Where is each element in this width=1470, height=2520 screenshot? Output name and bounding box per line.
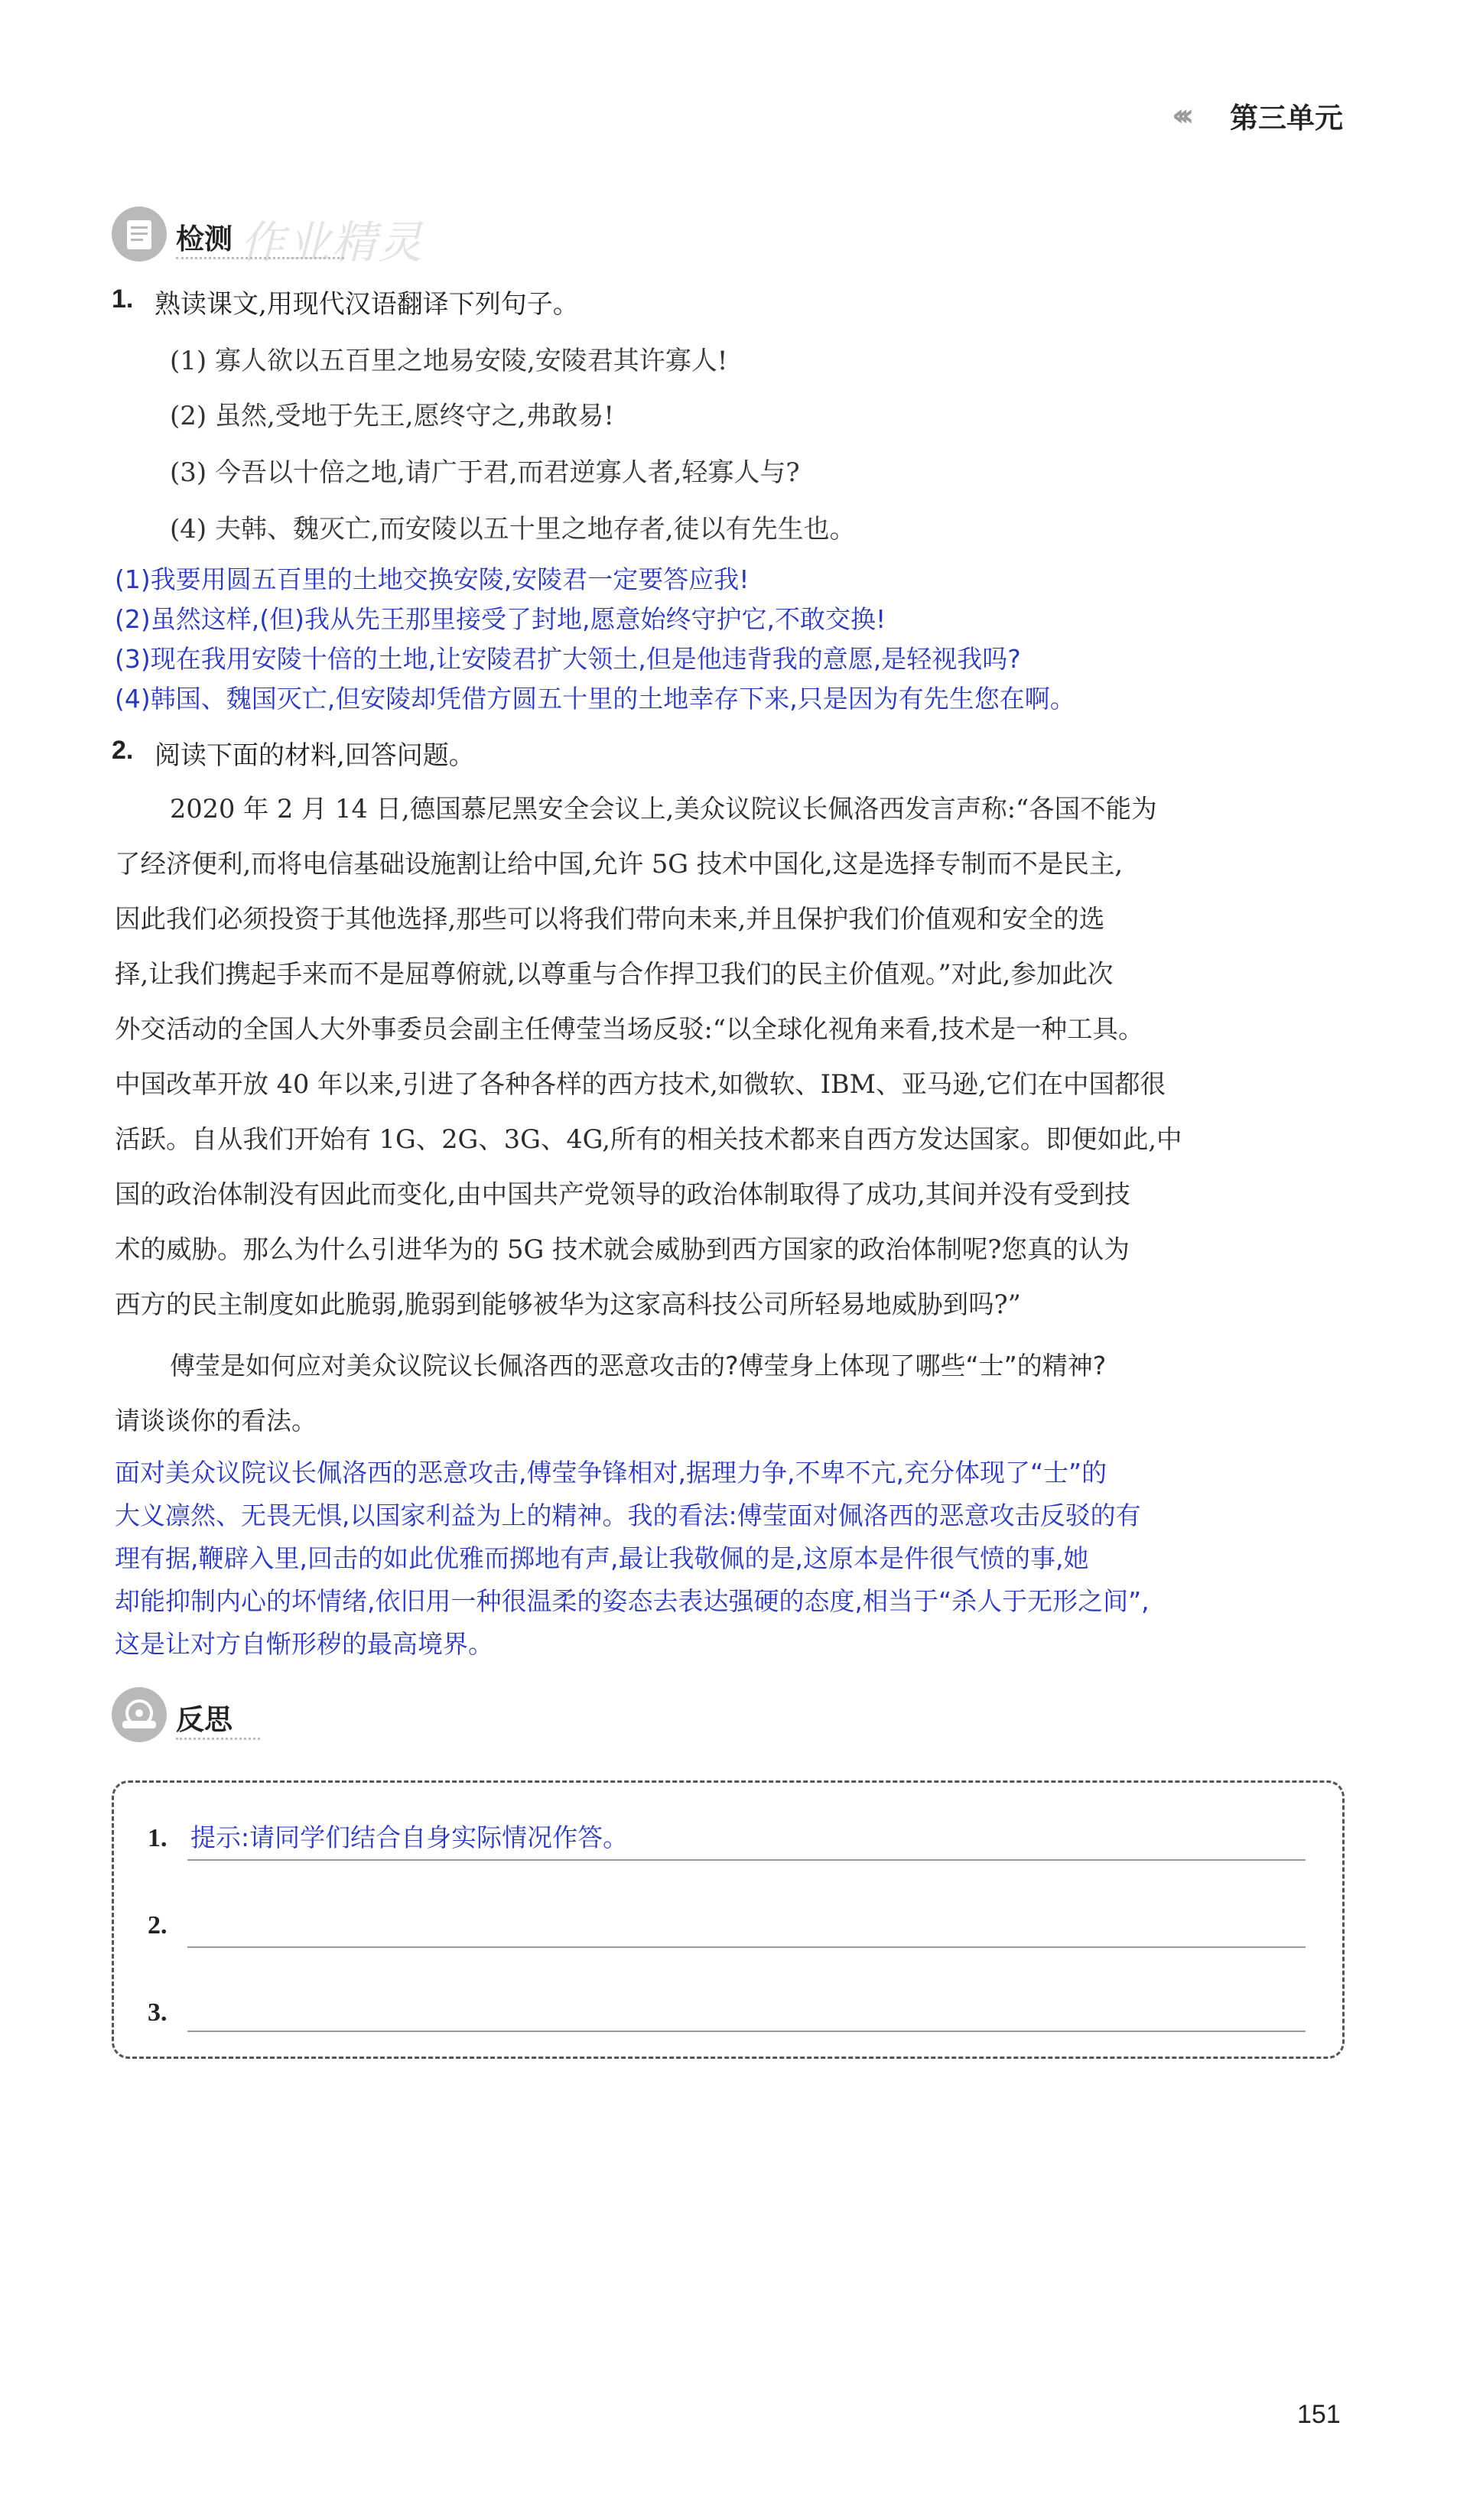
question-2-ask-line-1: 傅莹是如何应对美众议院议长佩洛西的恶意攻击的?傅莹身上体现了哪些“士”的精神? (170, 1351, 1107, 1380)
reflection-box (112, 1780, 1345, 2059)
reflection-row-2-number: 2. (148, 1911, 167, 1940)
reflection-row-1-number: 1. (148, 1824, 167, 1852)
page-number: 151 (1297, 2400, 1341, 2429)
material-line-3: 因此我们必须投资于其他选择,那些可以将我们带向未来,并且保护我们价值观和安全的选 (115, 904, 1105, 934)
question-1-item-2: (2) 虽然,受地于先王,愿终守之,弗敢易! (170, 401, 615, 431)
material-line-6: 中国改革开放 40 年以来,引进了各种各样的西方技术,如微软、IBM、亚马逊,它们在中国都很 (115, 1069, 1166, 1099)
question-1-answer-2: (2)虽然这样,(但)我从先王那里接受了封地,愿意始终守护它,不敢交换! (115, 604, 886, 634)
reflect-section-title: 反思 (176, 1703, 233, 1736)
question-1-item-4: (4) 夫韩、魏灭亡,而安陵以五十里之地存者,徒以有先生也。 (170, 514, 856, 545)
reflect-badge-underline (176, 1738, 260, 1740)
question-2-answer-line-2: 大义凛然、无畏无惧,以国家利益为上的精神。我的看法:傅莹面对佩洛西的恶意攻击反驳的有 (115, 1501, 1141, 1530)
question-1-number: 1. (112, 285, 134, 314)
checklist-icon (112, 206, 167, 262)
reflection-row-1-text[interactable]: 提示:请同学们结合自身实际情况作答。 (190, 1823, 629, 1852)
reflection-row-3-number: 3. (148, 1998, 167, 2027)
question-1-item-1: (1) 寡人欲以五百里之地易安陵,安陵君其许寡人! (170, 346, 728, 376)
question-2-ask-line-2: 请谈谈你的看法。 (115, 1406, 317, 1436)
question-2-number: 2. (112, 736, 134, 765)
question-2-answer-line-5: 这是让对方自惭形秽的最高境界。 (115, 1629, 493, 1659)
triple-chevron-left-icon: ‹‹‹ (1172, 98, 1187, 133)
reflection-row-1-line (187, 1859, 1306, 1861)
check-section-badge (112, 202, 448, 271)
question-1-prompt: 熟读课文,用现代汉语翻译下列句子。 (154, 289, 579, 320)
question-1-item-3: (3) 今吾以十倍之地,请广于君,而君逆寡人者,轻寡人与? (170, 457, 800, 488)
material-line-2: 了经济便利,而将电信基础设施割让给中国,允许 5G 技术中国化,这是选择专制而不是民主, (115, 849, 1123, 879)
reflection-row-2-line (187, 1946, 1306, 1948)
badge-underline (176, 257, 344, 259)
question-2-prompt: 阅读下面的材料,回答问题。 (154, 740, 475, 771)
material-line-5: 外交活动的全国人大外事委员会副主任傅莹当场反驳:“以全球化视角来看,技术是一种工具。 (115, 1014, 1144, 1044)
question-2-answer-line-1: 面对美众议院议长佩洛西的恶意攻击,傅莹争锋相对,据理力争,不卑不亢,充分体现了“士”的 (115, 1458, 1107, 1488)
material-line-10: 西方的民主制度如此脆弱,脆弱到能够被华为这家高科技公司所轻易地威胁到吗?” (115, 1289, 1021, 1319)
material-line-4: 择,让我们携起手来而不是屈尊俯就,以尊重与合作捍卫我们的民主价值观。”对此,参加此次 (115, 959, 1114, 989)
question-2-answer-line-3: 理有据,鞭辟入里,回击的如此优雅而掷地有声,最让我敬佩的是,这原本是件很气愤的事,她 (115, 1543, 1089, 1573)
material-line-7: 活跃。自从我们开始有 1G、2G、3G、4G,所有的相关技术都来自西方发达国家。即便如此,中 (115, 1124, 1182, 1154)
reflect-icon (112, 1687, 167, 1742)
material-line-1: 2020 年 2 月 14 日,德国慕尼黑安全会议上,美众议院议长佩洛西发言声称:“各国不能为 (170, 794, 1157, 824)
unit-title: 第三单元 (1230, 102, 1343, 135)
question-1-answer-1: (1)我要用圆五百里的土地交换安陵,安陵君一定要答应我! (115, 564, 750, 594)
watermark-text: 作业精灵 (240, 216, 424, 268)
material-line-9: 术的威胁。那么为什么引进华为的 5G 技术就会威胁到西方国家的政治体制呢?您真的认为 (115, 1234, 1130, 1264)
check-section-title: 检测 (176, 223, 233, 255)
material-line-8: 国的政治体制没有因此而变化,由中国共产党领导的政治体制取得了成功,其间并没有受到技 (115, 1179, 1130, 1209)
question-1-answer-4: (4)韩国、魏国灭亡,但安陵却凭借方圆五十里的土地幸存下来,只是因为有先生您在啊。 (115, 684, 1075, 714)
reflect-section-badge (112, 1683, 341, 1751)
question-1-answer-3: (3)现在我用安陵十倍的土地,让安陵君扩大领土,但是他违背我的意愿,是轻视我吗? (115, 644, 1021, 674)
question-2-answer-line-4: 却能抑制内心的坏情绪,依旧用一种很温柔的姿态去表达强硬的态度,相当于“杀人于无形之间”, (115, 1586, 1150, 1616)
reflection-row-3-line (187, 2031, 1306, 2032)
